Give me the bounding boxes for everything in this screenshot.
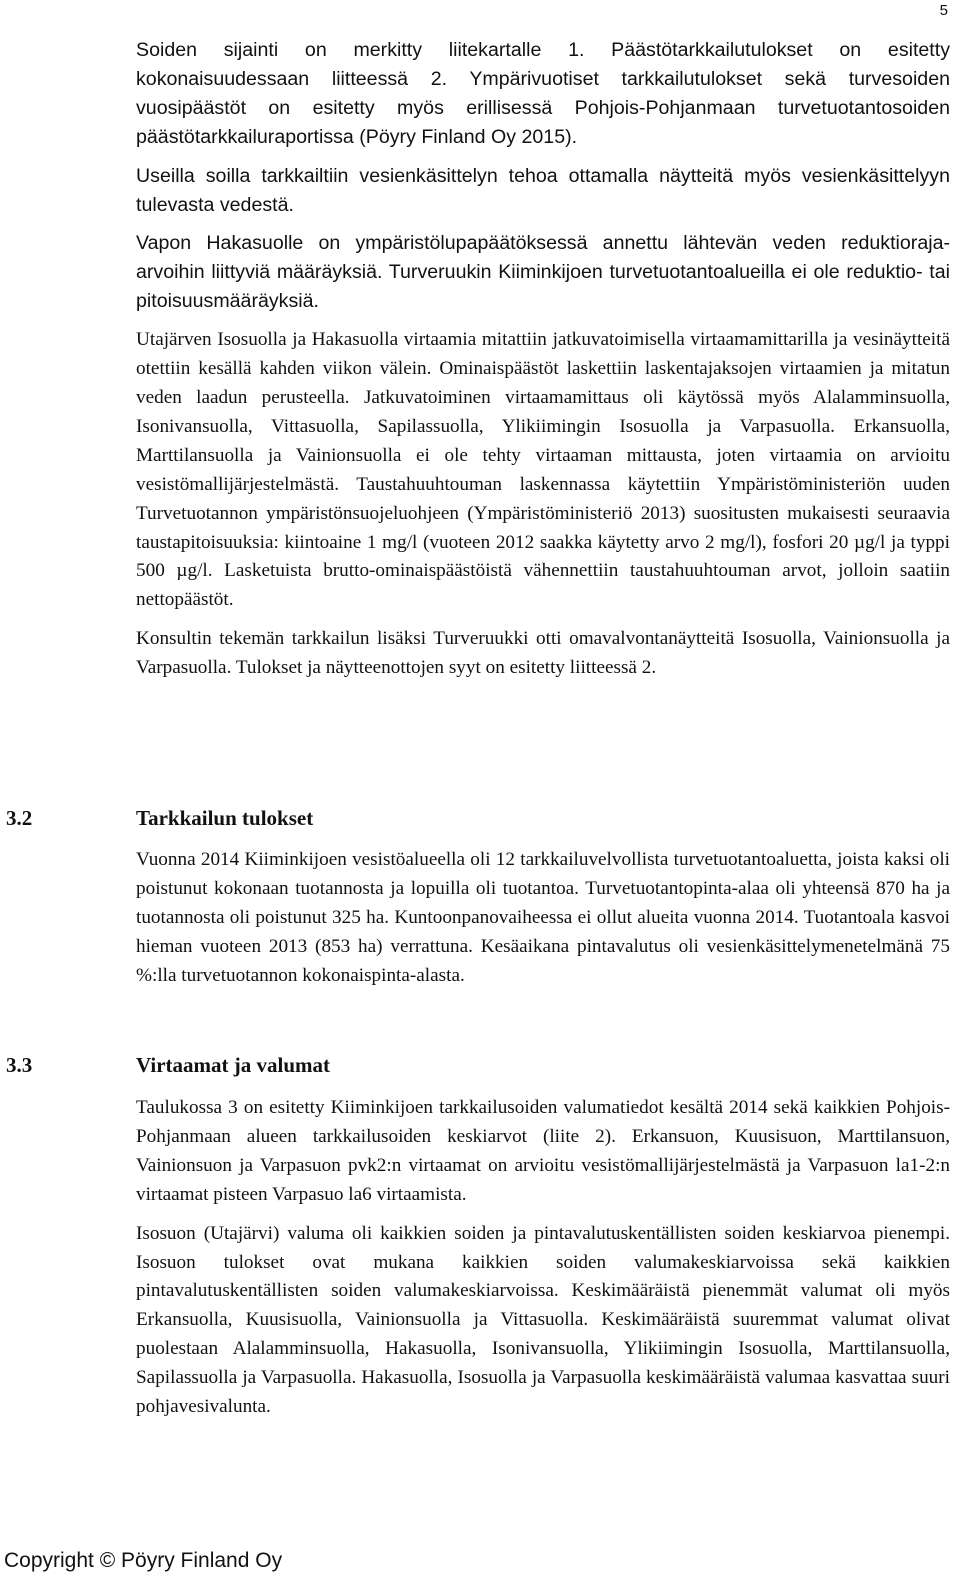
- section-heading-3-2: [6, 806, 313, 831]
- paragraph: Konsultin tekemän tarkkailun lisäksi Turveruukki otti omavalvontanäytteitä Isosuolla, Vainionsuolla ja Varpasuolla. Tulokset ja näytteenottojen syyt on esitetty liitteessä 2.: [136, 628, 950, 679]
- copyright-footer: Copyright © Pöyry Finland Oy: [4, 1549, 283, 1572]
- paragraph: Vuonna 2014 Kiiminkijoen vesistöalueella oli 12 tarkkailuvelvollista turvetuotantoaluetta, joista kaksi oli poistunut kokonaan tuotannosta ja lopuilla oli tuotantoa. Turvetuotantopinta-alaa oli yhteensä 870 ha ja tuotannosta oli poistunut 325 ha. Kuntoonpanovaiheessa ei ollut alueita vuonna 2014. Tuotantoala kasvoi hieman vuoteen 2013 (853 ha) verrattuna. Kesäaikana pintavalutus oli vesienkäsittelymenetelmänä 75 %:lla turvetuotannon kokonaispinta-alasta.: [136, 849, 950, 986]
- section-title: Virtaamat ja valumat: [136, 1053, 331, 1077]
- section-number: 3.2: [6, 806, 33, 830]
- section-3-3-body: [136, 1094, 950, 1432]
- paragraph: Vapon Hakasuolle on ympäristölupapäätöksessä annettu lähtevän veden reduktioraja-arvoihin liittyviä määräyksiä. Turveruukin Kiiminkijoen turvetuotantoalueilla ei ole reduktio- tai pitoisuusmääräyksiä.: [136, 232, 950, 313]
- section-number: 3.3: [6, 1053, 33, 1077]
- paragraph: Taulukossa 3 on esitetty Kiiminkijoen tarkkailusoiden valumatiedot kesältä 2014 sekä kaikkien Pohjois-Pohjanmaan alueen tarkkailusoiden keskiarvot (liite 2). Erkansuon, Kuusisuon, Marttilansuon, Vainionsuon ja Varpasuon pvk2:n virtaamat on arvioitu vesistömallijärjestelmästä ja Varpasuon la1-2:n virtaamat pisteen Varpasuo la6 virtaamista.: [136, 1097, 950, 1205]
- paragraph: Soiden sijainti on merkitty liitekartalle 1. Päästötarkkailutulokset on esitetty kokonaisuudessaan liitteessä 2. Ympärivuotiset tarkkailutulokset sekä turvesoiden vuosipäästöt on esitetty myös erillisessä Pohjois-Pohjanmaan turvetuotantosoiden päästötarkkailuraportissa (Pöyry Finland Oy 2015).: [136, 39, 950, 148]
- paragraph: Utajärven Isosuolla ja Hakasuolla virtaamia mitattiin jatkuvatoimisella virtaamamittarilla ja vesinäytteitä otettiin kesällä kahden viikon välein. Ominaispäästöt laskettiin laskentajaksojen virtaamien ja mitatun veden laadun perusteella. Jatkuvatoiminen virtaamamittaus oli käytössä myös Alalamminsuolla, Isonivansuolla, Vittasuolla, Sapilassuolla, Ylikiimingin Isosuolla ja Varpasuolla. Erkansuolla, Marttilansuolla ja Vainionsuolla ei ole tehty virtaaman mittausta, joten virtaamia on arvioitu vesistömallijärjestelmästä. Taustahuuhtouman laskennassa käytettiin Ympäristöministeriön uuden Turvetuotannon ympäristönsuojeluohjeen (Ympäristöministeriö 2013) suositusten mukaisesti seuraavia taustapitoisuuksia: kiintoaine 1 mg/l (vuoteen 2012 saakka käytetty arvo 2 mg/l), fosfori 20 µg/l ja typpi 500 µg/l. Lasketuista brutto-ominaispäästöistä vähennettiin taustahuuhtouman arvot, jolloin saatiin nettopäästöt.: [136, 329, 950, 611]
- paragraph: Useilla soilla tarkkailtiin vesienkäsittelyn tehoa ottamalla näytteitä myös vesienkäsittelyyn tulevasta vedestä.: [136, 164, 950, 216]
- section-heading-3-3: [6, 1053, 330, 1078]
- paragraph: Isosuon (Utajärvi) valuma oli kaikkien soiden ja pintavalutuskentällisten soiden keskiarvoa pienempi. Isosuon tulokset ovat mukana kaikkien soiden valumakeskiarvoissa sekä kaikkien pintavalutuskentällisten soiden valumakeskiarvoissa. Keskimääräistä pienemmät valumat oli myös Erkansuolla, Kuusisuolla, Vainionsuolla ja Vittasuolla. Keskimääräistä suuremmat valumat olivat puolestaan Alalamminsuolla, Hakasuolla, Isonivansuolla, Ylikiimingin Isosuolla, Marttilansuolla, Sapilassuolla ja Varpasuolla. Hakasuolla, Isosuolla ja Varpasuolla keskimääräistä valumaa kasvattaa suuri pohjavesivalunta.: [136, 1222, 950, 1418]
- section-3-2-body: [136, 846, 950, 1001]
- body-text-top: [136, 36, 950, 693]
- page-number: 5: [939, 2, 948, 19]
- section-title: Tarkkailun tulokset: [136, 806, 314, 830]
